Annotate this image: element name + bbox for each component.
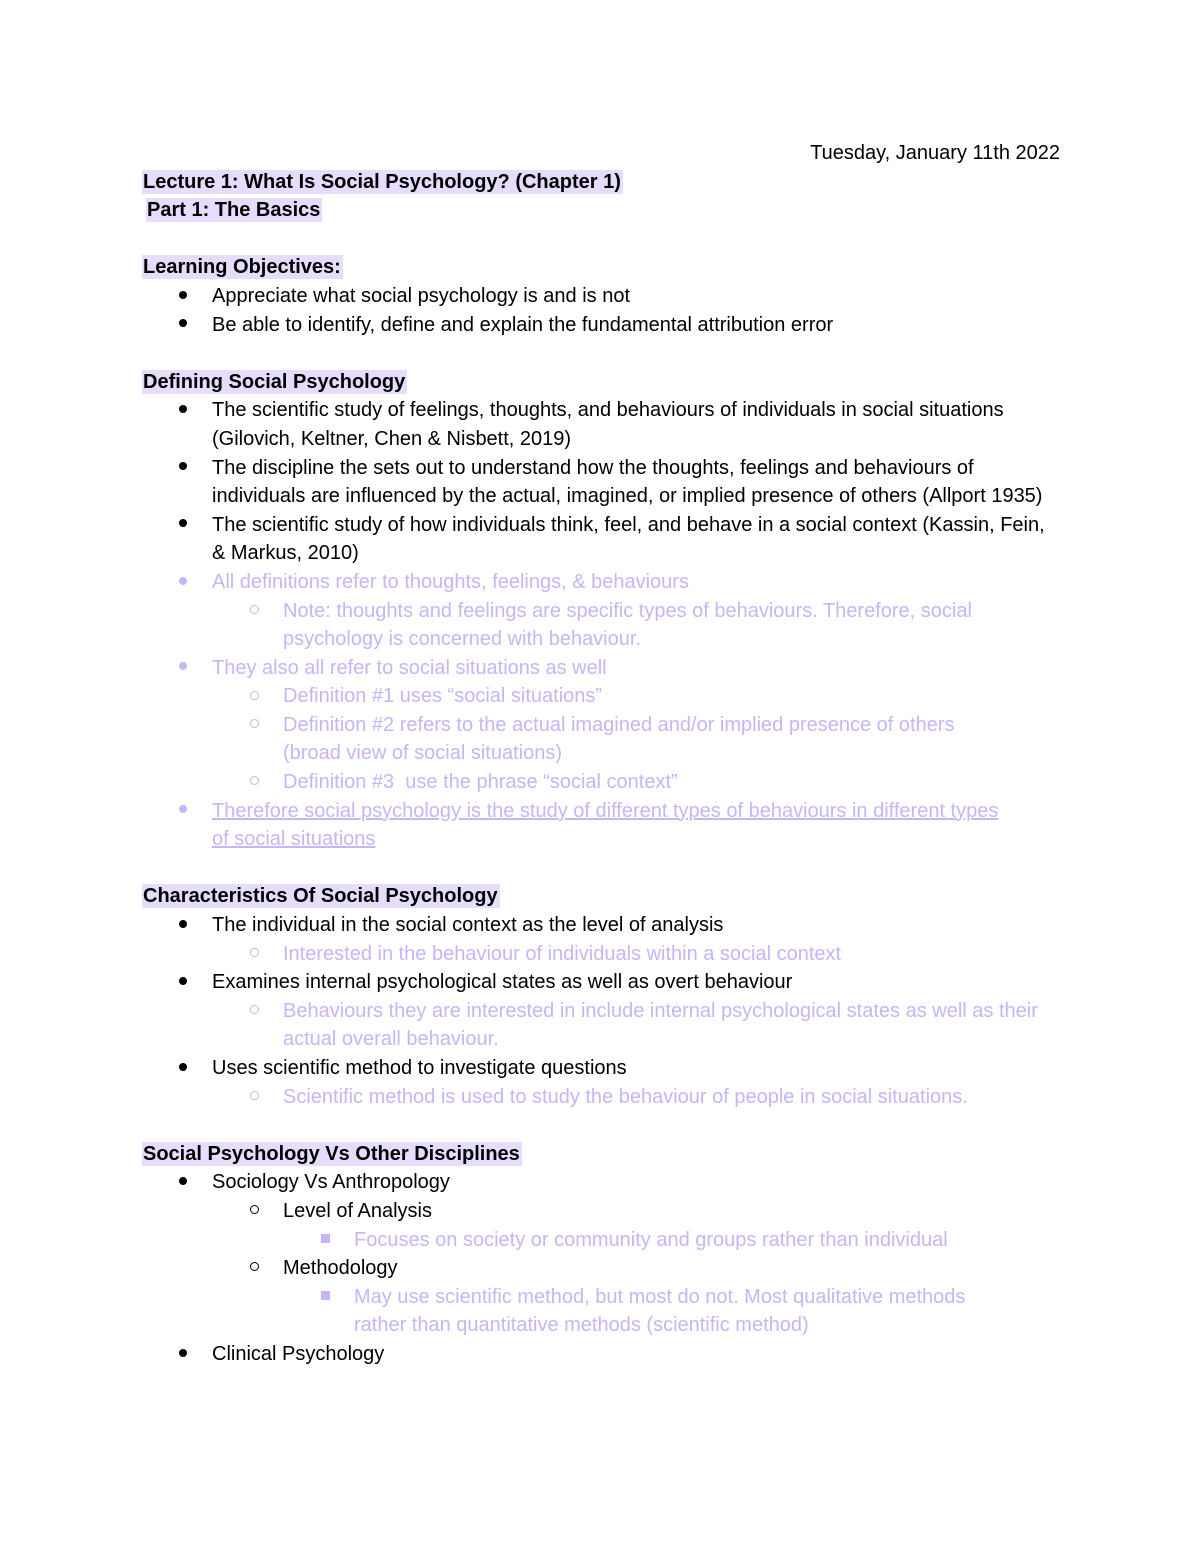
square-bullet-icon bbox=[315, 1226, 335, 1255]
item-text: Interested in the behaviour of individuals within a social context bbox=[283, 942, 842, 965]
item-text: Uses scientific method to investigate questions bbox=[212, 1057, 627, 1079]
spacer bbox=[142, 854, 1062, 883]
bullet-icon bbox=[173, 911, 193, 940]
document-page bbox=[142, 139, 1062, 1369]
item-text: Focuses on society or community and groups rather than individual bbox=[354, 1228, 948, 1251]
ring-bullet-icon bbox=[244, 711, 264, 740]
objectives-list bbox=[142, 282, 1062, 339]
bullet-icon bbox=[173, 282, 193, 311]
vs-list bbox=[142, 1168, 1062, 1368]
ring-bullet-icon bbox=[244, 940, 264, 969]
date-line: Tuesday, January 11th 2022 bbox=[810, 142, 1060, 164]
bullet-icon bbox=[173, 797, 193, 826]
part-line bbox=[142, 196, 1062, 225]
list-item bbox=[142, 396, 1062, 453]
item-text: Scientific method is used to study the behaviour of people in social situations. bbox=[283, 1085, 968, 1108]
part-title: Part 1: The Basics bbox=[147, 199, 321, 222]
item-text: The individual in the social context as the level of analysis bbox=[212, 914, 724, 937]
list-item bbox=[142, 1083, 1062, 1112]
ring-bullet-icon bbox=[244, 1197, 264, 1226]
item-text: They also all refer to social situations as well bbox=[212, 656, 607, 679]
vs-heading-line bbox=[142, 1140, 1062, 1169]
item-text: Clinical Psychology bbox=[212, 1342, 385, 1365]
list-item bbox=[142, 911, 1062, 940]
objectives-heading-line bbox=[142, 253, 1062, 282]
ring-bullet-icon bbox=[244, 1083, 264, 1112]
list-item bbox=[142, 597, 1062, 654]
item-text: Therefore social psychology is the study of different types of behaviours in different types of social situations bbox=[212, 799, 999, 851]
objectives-heading: Learning Objectives: bbox=[143, 256, 341, 279]
list-item bbox=[142, 682, 1062, 711]
list-item bbox=[142, 454, 1062, 511]
list-item bbox=[142, 654, 1062, 683]
item-text: The scientific study of feelings, thoughts, and behaviours of individuals in social situations (Gilovich, Keltner, Chen & Nisbett, 2019) bbox=[212, 399, 1004, 450]
bullet-icon bbox=[173, 454, 193, 483]
ring-bullet-icon bbox=[244, 1254, 264, 1283]
list-item bbox=[142, 511, 1062, 568]
list-item bbox=[142, 711, 1062, 768]
item-text: May use scientific method, but most do not. Most qualitative methods rather than quantitative methods (scientific method) bbox=[354, 1285, 966, 1337]
spacer bbox=[142, 225, 1062, 254]
defining-list bbox=[142, 396, 1062, 854]
list-item bbox=[142, 1340, 1062, 1369]
item-text: Be able to identify, define and explain the fundamental attribution error bbox=[212, 313, 834, 336]
item-text: Examines internal psychological states as well as overt behaviour bbox=[212, 971, 793, 994]
bullet-icon bbox=[173, 968, 193, 997]
item-text: The scientific study of how individuals think, feel, and behave in a social context (Kassin, Fein, & Markus, 2010) bbox=[212, 513, 1045, 565]
bullet-icon bbox=[173, 511, 193, 540]
item-text: Sociology Vs Anthropology bbox=[212, 1171, 450, 1194]
item-text: All definitions refer to thoughts, feelings, & behaviours bbox=[212, 570, 689, 593]
defining-heading-line bbox=[142, 368, 1062, 397]
list-item bbox=[142, 1197, 1062, 1226]
characteristics-heading-line bbox=[142, 882, 1062, 911]
ring-bullet-icon bbox=[244, 997, 264, 1026]
bullet-icon bbox=[173, 1054, 193, 1083]
square-bullet-icon bbox=[315, 1283, 335, 1312]
bullet-icon bbox=[173, 568, 193, 597]
vs-heading: Social Psychology Vs Other Disciplines bbox=[143, 1142, 520, 1165]
bullet-icon bbox=[173, 396, 193, 425]
item-text: Definition #2 refers to the actual imagined and/or implied presence of others (broad view of social situations) bbox=[283, 713, 955, 765]
ring-bullet-icon bbox=[244, 682, 264, 711]
list-item bbox=[142, 1168, 1062, 1197]
lecture-title: Lecture 1: What Is Social Psychology? (Chapter 1) bbox=[143, 170, 621, 193]
list-item bbox=[142, 568, 1062, 597]
ring-bullet-icon bbox=[244, 768, 264, 797]
list-item bbox=[142, 1283, 1062, 1340]
list-item bbox=[142, 940, 1062, 969]
list-item bbox=[142, 797, 1062, 854]
bullet-icon bbox=[173, 1340, 193, 1369]
list-item bbox=[142, 1054, 1062, 1083]
item-text: Behaviours they are interested in include internal psychological states as well as their actual overall behaviour. bbox=[283, 999, 1038, 1051]
list-item bbox=[142, 968, 1062, 997]
bullet-icon bbox=[173, 1168, 193, 1197]
bullet-icon bbox=[173, 654, 193, 683]
list-item bbox=[142, 1226, 1062, 1255]
list-item bbox=[142, 997, 1062, 1054]
list-item bbox=[142, 311, 1062, 340]
list-item bbox=[142, 768, 1062, 797]
item-text: Level of Analysis bbox=[283, 1199, 432, 1222]
bullet-icon bbox=[173, 311, 193, 340]
item-text: Definition #1 uses “social situations” bbox=[283, 685, 603, 708]
item-text: Note: thoughts and feelings are specific types of behaviours. Therefore, social psychology is concerned with behaviour. bbox=[283, 599, 972, 651]
characteristics-heading: Characteristics Of Social Psychology bbox=[143, 885, 498, 908]
ring-bullet-icon bbox=[244, 597, 264, 626]
item-text: The discipline the sets out to understand how the thoughts, feelings and behaviours of individuals are influenced by the actual, imagined, or implied presence of others (Allport 1935) bbox=[212, 456, 1043, 508]
title-line bbox=[142, 168, 1062, 197]
spacer bbox=[142, 339, 1062, 368]
item-text: Definition #3 use the phrase “social context” bbox=[283, 771, 678, 794]
spacer bbox=[142, 1111, 1062, 1140]
list-item bbox=[142, 282, 1062, 311]
defining-heading: Defining Social Psychology bbox=[143, 370, 406, 393]
characteristics-list bbox=[142, 911, 1062, 1111]
list-item bbox=[142, 1254, 1062, 1283]
item-text: Methodology bbox=[283, 1257, 398, 1280]
item-text: Appreciate what social psychology is and is not bbox=[212, 284, 631, 307]
